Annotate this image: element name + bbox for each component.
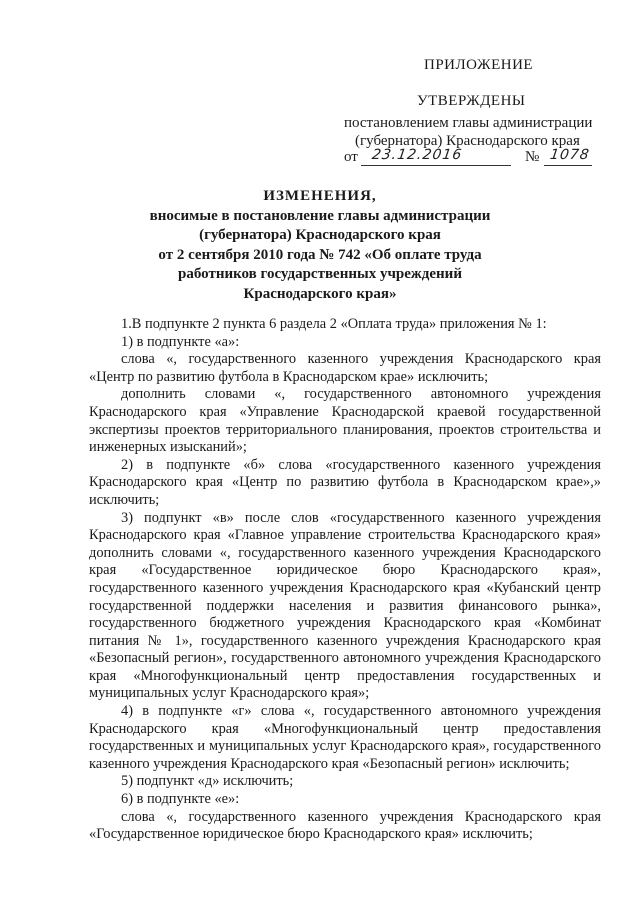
- paragraph: 3) подпункт «в» после слов «государственного казенного учреждения Краснодарского края «Главное управление строительства Краснодарского края» дополнить словами «, государственного казенного учреждения Краснодарского края «Государственное юридическое бюро Краснодарского края», государственного казенного учреждения Краснодарского края «Кубанский центр государственной поддержки населения и развития финансового рынка», государственного бюджетного учреждения Краснодарского края «Комбинат питания № 1», государственного казенного учреждения Краснодарского края «Безопасный регион», государственного автономного учреждения Краснодарского края «Многофункциональный центр предоставления государственных и муниципальных услуг Краснодарского края»;: [89, 509, 601, 702]
- date-prefix: от: [344, 149, 358, 165]
- paragraph: 5) подпункт «д» исключить;: [121, 773, 294, 790]
- title-line-4: работников государственных учреждений: [178, 266, 462, 282]
- handwritten-number: 1078: [548, 147, 591, 163]
- approval-line-2: (губернатора) Краснодарского края: [355, 133, 580, 149]
- number-underline: [544, 165, 592, 166]
- approval-date-line: [344, 149, 594, 169]
- date-underline: [361, 165, 511, 166]
- approval-line-1: постановлением главы администрации: [344, 115, 593, 131]
- title-line-2: (губернатора) Краснодарского края: [199, 227, 441, 243]
- paragraph: 1) в подпункте «а»:: [121, 333, 240, 350]
- paragraph: 4) в подпункте «г» слова «, государственного автономного учреждения Краснодарского края «Многофункциональный центр предоставления государственных и муниципальных услуг Краснодарского края», государственного казенного учреждения Краснодарского края «Безопасный регион» исключить;: [89, 703, 601, 772]
- number-prefix: №: [525, 149, 540, 165]
- handwritten-date: 23.12.2016: [370, 147, 464, 163]
- appendix-label: ПРИЛОЖЕНИЕ: [424, 57, 534, 73]
- paragraph: 6) в подпункте «е»:: [121, 791, 240, 808]
- paragraph: 2) в подпункте «б» слова «государственного казенного учреждения Краснодарского края «Центр по развитию футбола в Краснодарском крае»,» исключить;: [89, 456, 601, 508]
- document-body: [89, 316, 601, 844]
- paragraph: дополнить словами «, государственного автономного учреждения Краснодарского края «Управление Краснодарской краевой государственной экспертизы проектов территориального планирования, проектов строительства и инженерных изысканий»;: [89, 386, 601, 456]
- title-line-3: от 2 сентября 2010 года № 742 «Об оплате труда: [158, 246, 482, 263]
- approved-label: УТВЕРЖДЕНЫ: [417, 93, 526, 109]
- document-title: [100, 187, 540, 304]
- title-main: ИЗМЕНЕНИЯ,: [263, 188, 377, 204]
- paragraph: 1.В подпункте 2 пункта 6 раздела 2 «Оплата труда» приложения № 1:: [121, 316, 547, 332]
- title-line-1: вносимые в постановление главы администрации: [149, 207, 491, 224]
- title-line-5: Краснодарского края»: [243, 285, 397, 302]
- paragraph: слова «, государственного казенного учреждения Краснодарского края «Центр по развитию футбола в Краснодарском крае» исключить;: [89, 351, 601, 385]
- paragraph: слова «, государственного казенного учреждения Краснодарского края «Государственное юридическое бюро Краснодарского края» исключить;: [89, 808, 601, 843]
